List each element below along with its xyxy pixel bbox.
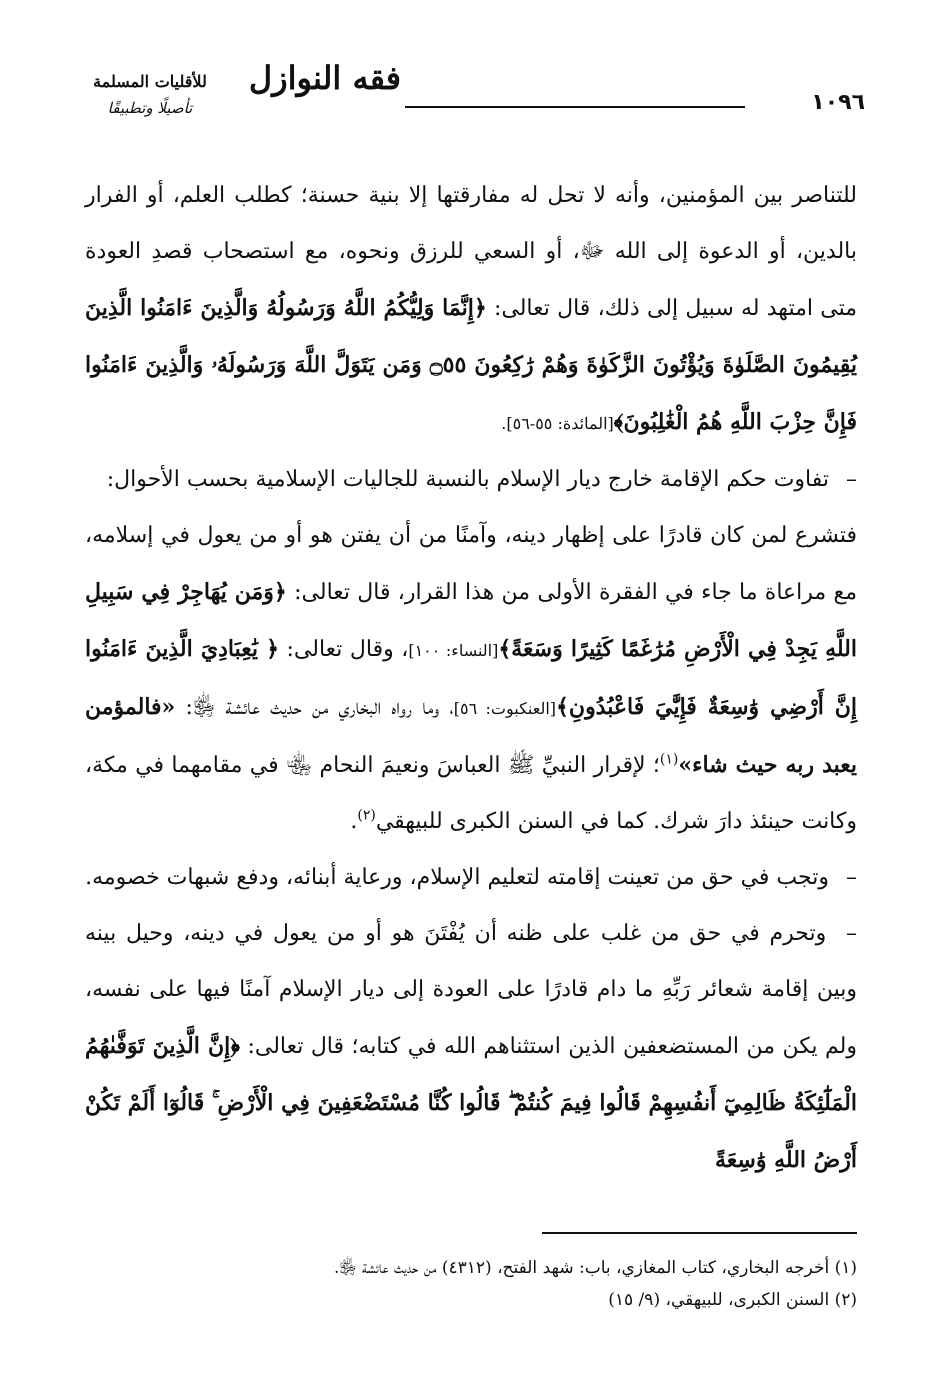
verse-reference: [المائدة: ٥٥-٥٦]. <box>501 414 614 433</box>
footnote-separator <box>542 1232 857 1234</box>
book-subtitle: للأقليات المسلمة <box>93 72 207 91</box>
paragraph-1-line-2: بالدين، أو الدعوة إلى الله ﷻ، أو السعي للرزق ونحوه، مع استصحاب قصدِ العودة <box>85 239 857 264</box>
page-number: ١٠٩٦ <box>811 90 865 115</box>
page-header <box>75 58 865 138</box>
footnote-2: (٢) السنن الكبرى، للبيهقي، (٩/ ١٥) <box>608 1290 857 1310</box>
bullet-item-3 <box>85 906 857 1189</box>
paragraph-2-text-1: فتشرع لمن كان قادرًا على إظهار دينه، وآمنًا من أن يفتن هو أو من يعول في إسلامه، مع مراعاة ما جاء في الفقرة الأولى من هذا القرار، قال تعالى: <box>85 523 857 605</box>
footnote-marker-2[interactable]: (٢) <box>357 807 376 824</box>
footnote-marker-1[interactable]: (١) <box>659 751 679 768</box>
footnote-1: (١) أخرجه البخاري، كتاب المغازي، باب: شهد الفتح، (٤٣١٢) من حديث عائشة ﵂. <box>333 1258 857 1278</box>
paragraph-1-line-3: متى امتهد له سبيل إلى ذلك، قال تعالى: <box>486 296 857 321</box>
main-text <box>85 168 857 1189</box>
bullet-item-1-text: تفاوت حكم الإقامة خارج ديار الإسلام بالنسبة للجاليات الإسلامية بحسب الأحوال: <box>106 467 829 492</box>
bullet-dash: – <box>846 865 857 890</box>
bullet-item-2-text: وتجب في حق من تعينت إقامته لتعليم الإسلام، ورعاية أبنائه، ودفع شبهات خصومه. <box>85 865 829 890</box>
paragraph-1 <box>85 168 857 452</box>
paragraph-2 <box>85 508 857 850</box>
quran-verse: ﴿ يَٰعِبَادِيَ الَّذِينَ ءَامَنُوا إِنَّ أَرْضِي وَٰسِعَةٌ فَإِيَّٰيَ فَاعْبُدُونِ﴾ <box>85 636 858 720</box>
bullet-item-3-text: وتحرم في حق من غلب على ظنه أن يُفْتَنَ هو أو من يعول في دينه، وحيل بينه وبين إقامة شعائر رَبِّهِ ما دام قادرًا على العودة إلى ديار الإسلام آمنًا فيها على نفسه، ولم يكن من المستضعفين الذين استثناهم الله في كتابه؛ قال تعالى: <box>85 921 857 1059</box>
footnotes <box>85 1252 857 1316</box>
quran-verse: ﴿وَمَن يُهَاجِرْ فِي سَبِيلِ اللَّهِ يَجِدْ فِي الْأَرْضِ مُرَٰغَمًا كَثِيرًا وَسَعَةً﴾ <box>85 579 857 662</box>
bullet-item-1 <box>85 452 857 508</box>
bullet-item-2 <box>85 850 857 906</box>
book-subtitle-secondary: تأصيلًا وتطبيقًا <box>107 99 193 117</box>
paragraph-2-text-3: ، وما رواه البخاري من حديث عائشة ﵂: <box>175 695 454 720</box>
bullet-dash: – <box>846 467 857 492</box>
book-title: فقه النوازل <box>248 59 402 97</box>
paragraph-2-text-2: ، وقال تعالى: <box>279 637 409 662</box>
verse-reference: [النساء: ١٠٠] <box>408 641 499 660</box>
header-rule <box>405 106 745 108</box>
quran-verse: ﴿إِنَّمَا وَلِيُّكُمُ اللَّهُ وَرَسُولُهُ وَالَّذِينَ ءَامَنُوا الَّذِينَ يُقِيمُونَ الصَّلَوٰةَ وَيُؤْتُونَ الزَّكَوٰةَ وَهُمْ رَٰكِعُونَ ۝٥٥ وَمَن يَتَوَلَّ اللَّهَ وَرَسُولَهُۥ وَالَّذِينَ ءَامَنُوا فَإِنَّ حِزْبَ اللَّهِ هُمُ الْغَٰلِبُونَ﴾ <box>85 295 857 435</box>
verse-reference: [العنكبوت: ٥٦] <box>453 699 557 718</box>
bullet-dash: – <box>846 921 858 946</box>
paragraph-2-text-4: ؛ لإقرار النبيِّ ﷺ العباسَ ونعيمَ النحام ﵄ في مقامهما في مكة، وكانت حينئذ دارَ شرك. كما في السنن الكبرى للبيهقي <box>85 753 857 834</box>
hadith-quote: «فالمؤمن يعبد ربه حيث شاء» <box>85 694 858 778</box>
sentence-end: . <box>350 809 358 834</box>
quran-verse: ﴿إِنَّ الَّذِينَ تَوَفَّىٰهُمُ الْمَلَٰٓئِكَةُ ظَالِمِيٓ أَنفُسِهِمْ قَالُوا فِيمَ كُنتُمْ ۖ قَالُوا كُنَّا مُسْتَضْعَفِينَ فِي الْأَرْضِ ۚ قَالُوٓا أَلَمْ تَكُنْ أَرْضُ اللَّهِ وَٰسِعَةً <box>85 1033 857 1173</box>
paragraph-1-line-1: للتناصر بين المؤمنين، وأنه لا تحل له مفارقتها إلا بنية حسنة؛ كطلب العلم، أو الفرار <box>85 183 857 208</box>
